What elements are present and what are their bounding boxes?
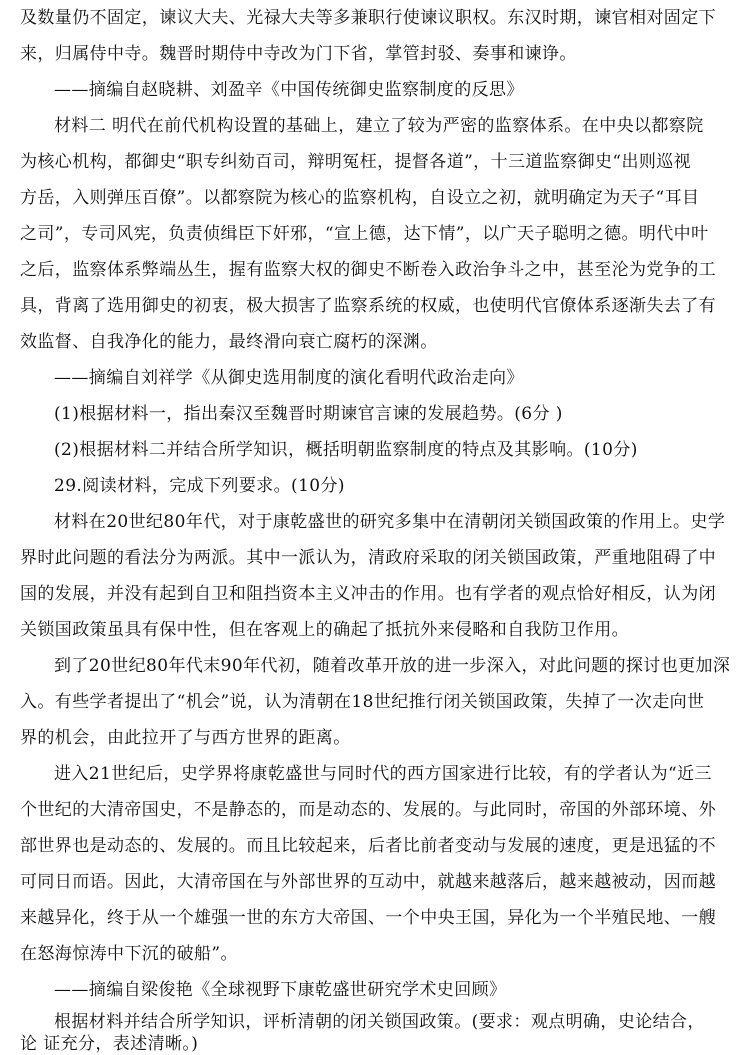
citation-2: ——摘编自刘祥学《从御史选用制度的演化看明代政治走向》 (54, 368, 524, 388)
p29c-line-3: 部世界也是动态的、发展的。而且比较起来，后者比前者变动与发展的速度，更是迅猛的不 (20, 836, 716, 856)
material2-line-7: 效监督、自我净化的能力，最终滑向衰亡腐朽的深渊。 (20, 332, 438, 352)
material2-line-5: 之后，监察体系弊端丛生，握有监察大权的御史不断卷入政治争斗之中，甚至沦为党争的工 (20, 260, 716, 280)
task-line-1: 根据材料并结合所学知识，评析清朝的闭关锁国政策。(要求：观点明确，史论结合， (54, 1012, 705, 1032)
question-29-title: 29.阅读材料，完成下列要求。(10分) (54, 476, 345, 496)
p29c-line-5: 来越异化，终于从一个雄强一世的东方大帝国、一个中央王国，异化为一个半殖民地、一艘 (20, 908, 716, 928)
p29c-line-4: 可同日而语。因此，大清帝国在与外部世界的互动中，就越来越落后，越来越被动，因而越 (20, 872, 716, 892)
para1-line-1: 及数量仍不固定，谏议大夫、光禄大夫等多兼职行使谏议职权。东汉时期，谏官相对固定下 (20, 8, 716, 28)
citation-3: ——摘编自梁俊艳《全球视野下康乾盛世研究学术史回顾》 (54, 980, 507, 1000)
p29a-line-4: 关锁国政策虽具有保中性，但在客观上的确起了抵抗外来侵略和自我防卫作用。 (20, 620, 629, 640)
p29c-line-6: 在怒海惊涛中下沉的破船”。 (20, 944, 238, 964)
task-line-2: 论 证充分，表述清晰。) (20, 1034, 199, 1054)
p29b-line-3: 界的机会，由此拉开了与西方世界的距离。 (20, 728, 351, 748)
para1-line-2: 来，归属侍中寺。魏晋时期侍中寺改为门下省，掌管封驳、奏事和谏诤。 (20, 44, 577, 64)
p29b-line-2: 入。有些学者提出了“机会”说，认为清朝在18世纪推行闭关锁国政策，失掉了一次走向世 (20, 692, 705, 712)
citation-1: ——摘编自赵晓耕、刘盈辛《中国传统御史监察制度的反思》 (54, 80, 524, 100)
material2-line-2: 为核心机构，都御史“职专纠劾百司，辩明冤枉，提督各道”，十三道监察御史“出则巡视 (20, 152, 692, 172)
question-2: (2)根据材料二并结合所学知识，概括明朝监察制度的特点及其影响。(10分) (54, 440, 638, 460)
material2-line-6: 具，背离了选用御史的初衷，极大损害了监察系统的权威，也使明代官僚体系逐渐失去了有 (20, 296, 716, 316)
material2-line-3: 方岳，入则弹压百僚”。以都察院为核心的监察机构，自设立之初，就明确定为天子“耳目 (20, 188, 700, 208)
material2-line-1: 材料二 明代在前代机构设置的基础上，建立了较为严密的监察体系。在中央以都察院 (54, 116, 704, 136)
question-1: (1)根据材料一，指出秦汉至魏晋时期谏官言谏的发展趋势。(6分 ) (54, 404, 563, 424)
p29b-line-1: 到了20世纪80年代末90年代初，随着改革开放的进一步深入，对此问题的探讨也更加深 (54, 656, 731, 676)
p29c-line-1: 进入21世纪后，史学界将康乾盛世与同时代的西方国家进行比较，有的学者认为“近三 (54, 764, 712, 784)
material2-line-4: 之司”，专司风宪，负责侦缉臣下奸邪，“宣上德，达下情”，以广天子聪明之德。明代中叶 (20, 224, 709, 244)
p29a-line-2: 界时此问题的看法分为两派。其中一派认为，清政府采取的闭关锁国政策，严重地阻碍了中 (20, 548, 716, 568)
p29a-line-3: 国的发展，并没有起到自卫和阻挡资本主义冲击的作用。也有学者的观点恰好相反，认为闭 (20, 584, 716, 604)
p29a-line-1: 材料在20世纪80年代，对于康乾盛世的研究多集中在清朝闭关锁国政策的作用上。史学 (54, 512, 726, 532)
p29c-line-2: 个世纪的大清帝国史，不是静态的，而是动态的、发展的。与此同时，帝国的外部环境、外 (20, 800, 716, 820)
